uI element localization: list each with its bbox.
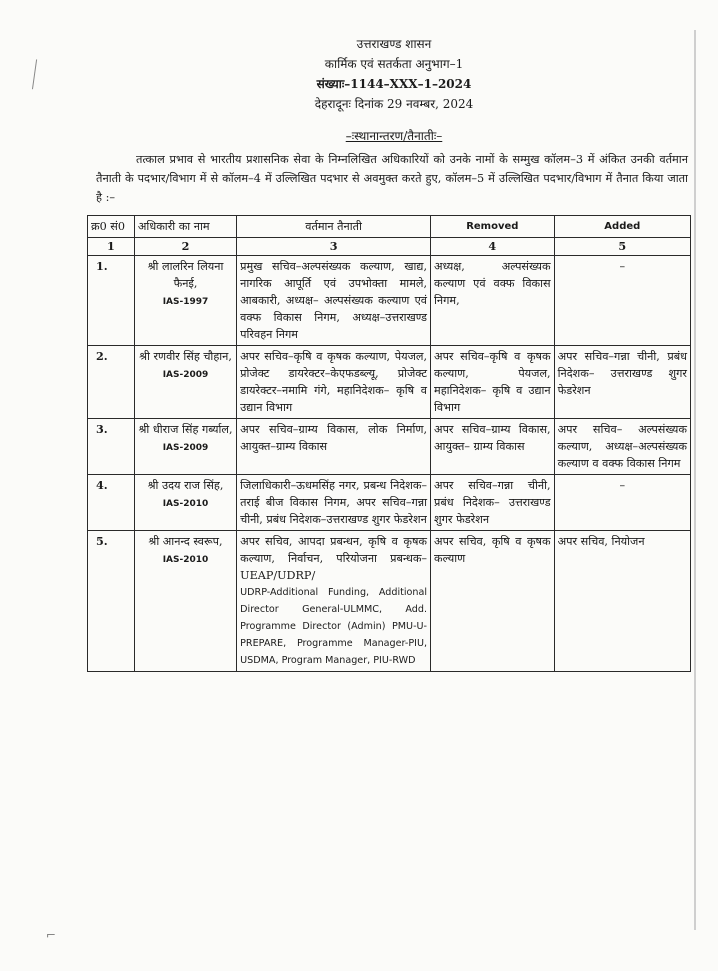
- officer-name: श्री आनन्द स्वरूप, IAS-2010: [134, 531, 236, 672]
- order-date: देहरादूनः दिनांक 29 नवम्बर, 2024: [314, 97, 474, 111]
- department-name: कार्मिक एवं सतर्कता अनुभाग–1: [324, 57, 464, 71]
- row-sno: 5.: [88, 531, 135, 672]
- document-header: [0, 34, 718, 114]
- header-removed: Removed: [431, 216, 555, 238]
- header-name: अधिकारी का नाम: [134, 216, 236, 238]
- ias-batch: IAS-2009: [162, 370, 209, 380]
- officer-name: श्री लालरिन लियना फैनई, IAS-1997: [134, 256, 236, 346]
- current-posting-english: UDRP-Additional Funding, Additional Director General-ULMMC, Add. Programme Director (Admin) PMU-U-PREPARE, Programme Manager-PIU, USDMA, Program Manager, PIU-RWD: [240, 587, 428, 666]
- ias-batch: IAS-2009: [162, 443, 209, 453]
- govt-name: उत्तराखण्ड शासन: [356, 37, 432, 51]
- col-number: 2: [134, 238, 236, 256]
- removed-posting: अपर सचिव–गन्ना चीनी, प्रबंध निदेशक– उत्तराखण्ड शुगर फेडरेशन: [431, 475, 555, 531]
- table-header-row: [88, 216, 691, 238]
- removed-posting: अपर सचिव, कृषि व कृषक कल्याण: [431, 531, 555, 672]
- table-row: [88, 346, 691, 419]
- table-row: [88, 475, 691, 531]
- header-sno: क्र0 सं0: [88, 216, 135, 238]
- col-number: 3: [237, 238, 431, 256]
- corner-scribble: ⌐: [46, 928, 57, 942]
- added-posting: अपर सचिव–गन्ना चीनी, प्रबंध निदेशक– उत्तराखण्ड शुगर फेडरेशन: [554, 346, 690, 419]
- added-posting: –: [554, 256, 690, 346]
- officer-name: श्री रणवीर सिंह चौहान, IAS-2009: [134, 346, 236, 419]
- ias-batch: IAS-2010: [162, 499, 209, 509]
- current-posting: अपर सचिव–ग्राम्य विकास, लोक निर्माण, आयुक्त–ग्राम्य विकास: [237, 419, 431, 475]
- current-posting: अपर सचिव, आपदा प्रबन्धन, कृषि व कृषक कल्याण, निर्वाचन, परियोजना प्रबन्धक–UEAP/UDRP/ UDRP-Additional Funding, Additional Director General-ULMMC, Add. Programme Director (Admin) PMU-U-PREPARE, Programme Manager-PIU, USDMA, Program Manager, PIU-RWD: [237, 531, 431, 672]
- officer-name: श्री धीराज सिंह गर्ब्याल, IAS-2009: [134, 419, 236, 475]
- current-posting: जिलाधिकारी–ऊधमसिंह नगर, प्रबन्ध निदेशक–तराई बीज विकास निगम, अपर सचिव–गन्ना चीनी, प्रबंध निदेशक–उत्तराखण्ड शुगर फेडरेशन: [237, 475, 431, 531]
- table-row: [88, 419, 691, 475]
- col-number: 4: [431, 238, 555, 256]
- row-sno: 4.: [88, 475, 135, 531]
- removed-posting: अपर सचिव–कृषि व कृषक कल्याण, पेयजल, महानिदेशक– कृषि व उद्यान विभाग: [431, 346, 555, 419]
- row-sno: 2.: [88, 346, 135, 419]
- current-posting: अपर सचिव–कृषि व कृषक कल्याण, पेयजल, प्रोजेक्ट डायरेक्टर–केएफडब्ल्यू, प्रोजेक्ट डायरेक्टर–नमामि गंगे, महानिदेशक– कृषि व उद्यान विभाग: [237, 346, 431, 419]
- header-added: Added: [554, 216, 690, 238]
- added-posting: –: [554, 475, 690, 531]
- officer-name: श्री उदय राज सिंह, IAS-2010: [134, 475, 236, 531]
- ias-batch: IAS-2010: [162, 555, 209, 565]
- table-row: [88, 531, 691, 672]
- row-sno: 3.: [88, 419, 135, 475]
- added-posting: अपर सचिव– अल्पसंख्यक कल्याण, अध्यक्ष–अल्पसंख्यक कल्याण व वक्फ विकास निगम: [554, 419, 690, 475]
- ias-batch: IAS-1997: [162, 297, 209, 307]
- subject-heading: –ःस्थानान्तरण/तैनातीः–: [345, 129, 443, 143]
- order-number: संख्याः–1144–XXX–1–2024: [316, 77, 472, 91]
- removed-posting: अपर सचिव–ग्राम्य विकास, आयुक्त– ग्राम्य विकास: [431, 419, 555, 475]
- added-posting: अपर सचिव, नियोजन: [554, 531, 690, 672]
- col-number: 5: [554, 238, 690, 256]
- transfer-table: [87, 215, 691, 672]
- header-current: वर्तमान तैनाती: [237, 216, 431, 238]
- row-sno: 1.: [88, 256, 135, 346]
- page-edge-shadow: [694, 30, 696, 930]
- col-number: 1: [88, 238, 135, 256]
- table-row: [88, 256, 691, 346]
- intro-paragraph: तत्काल प्रभाव से भारतीय प्रशासनिक सेवा के निम्नलिखित अधिकारियों को उनके नामों के सम्मुख कॉलम–3 में अंकित उनकी वर्तमान तैनाती के पदभार/विभाग में से कॉलम–4 में उल्लिखित पदभार से अवमुक्त करते हुए, कॉलम–5 में उल्लिखित पदभार/विभाग में तैनात किया जाता है :–: [96, 153, 688, 204]
- current-posting: प्रमुख सचिव–अल्पसंख्यक कल्याण, खाद्य, नागरिक आपूर्ति एवं उपभोक्ता मामले, आबकारी, अध्यक्ष– अल्पसंख्यक कल्याण एवं वक्फ विकास निगम, अध्यक्ष–उत्तराखण्ड परिवहन निगम: [237, 256, 431, 346]
- column-number-row: [88, 238, 691, 256]
- removed-posting: अध्यक्ष, अल्पसंख्यक कल्याण एवं वक्फ विकास निगम,: [431, 256, 555, 346]
